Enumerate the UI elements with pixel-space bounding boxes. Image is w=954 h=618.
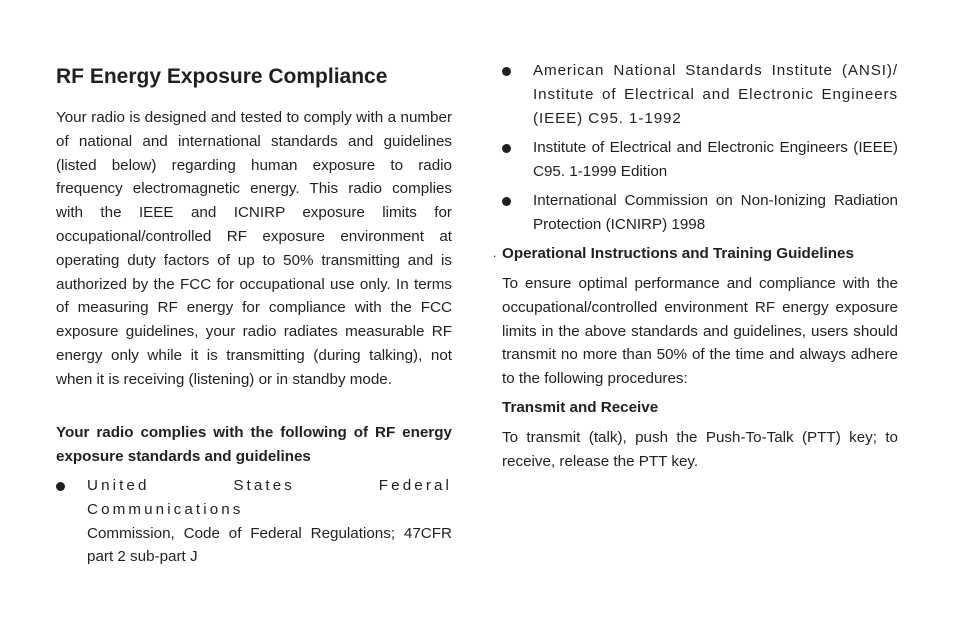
operational-paragraph: To ensure optimal performance and compliance with the occupational/controlled environment RF energy exposure limits in the above standards and guidelines, users should transmit no more than 50% of the time and always adhere to the following procedures: bbox=[502, 275, 898, 388]
list-item-text bbox=[87, 474, 452, 569]
list-item-text-first-line: United States Federal Communications bbox=[87, 477, 452, 518]
list-item-fcc bbox=[56, 474, 452, 569]
intro-paragraph: Your radio is designed and tested to comply with a number of national and international standards and guidelines (listed below) regarding human exposure to radio frequency electromagnetic energy. This radio complies with the IEEE and ICNIRP exposure limits for occupational/controlled RF exposure environment at operating duty factors of up to 50% transmitting and is authorized by the FCC for occupational use only. In terms of measuring RF energy for compliance with the FCC exposure guidelines, your radio radiates measurable RF energy only while it is transmitting (during talking), not when it is receiving (listening) or in standby mode. bbox=[56, 109, 452, 388]
standards-heading: Your radio complies with the following of RF energy exposure standards and guidelines bbox=[56, 424, 452, 465]
bullet-icon bbox=[502, 67, 511, 76]
stray-mark: . bbox=[493, 246, 497, 260]
list-item-ieee bbox=[502, 136, 898, 184]
list-item-text: American National Standards Institute (ANSI)/ Institute of Electrical and Electronic Engineers (IEEE) C95. 1-1992 bbox=[533, 62, 898, 127]
transmit-heading: Transmit and Receive bbox=[502, 399, 659, 416]
bullet-icon bbox=[502, 144, 511, 153]
page-title: RF Energy Exposure Compliance bbox=[56, 65, 388, 88]
list-item-text: International Commission on Non-Ionizing Radiation Protection (ICNIRP) 1998 bbox=[533, 192, 898, 233]
bullet-icon bbox=[56, 482, 65, 491]
bullet-icon bbox=[502, 197, 511, 206]
operational-heading: Operational Instructions and Training Guidelines bbox=[502, 245, 854, 262]
list-item-ansi bbox=[502, 59, 898, 130]
list-item-icnirp bbox=[502, 189, 898, 237]
list-item-text-rest: Commission, Code of Federal Regulations; 47CFR part 2 sub-part J bbox=[87, 524, 452, 566]
list-item-text: Institute of Electrical and Electronic Engineers (IEEE) C95. 1-1999 Edition bbox=[533, 139, 898, 180]
transmit-paragraph: To transmit (talk), push the Push-To-Talk (PTT) key; to receive, release the PTT key. bbox=[502, 429, 898, 470]
